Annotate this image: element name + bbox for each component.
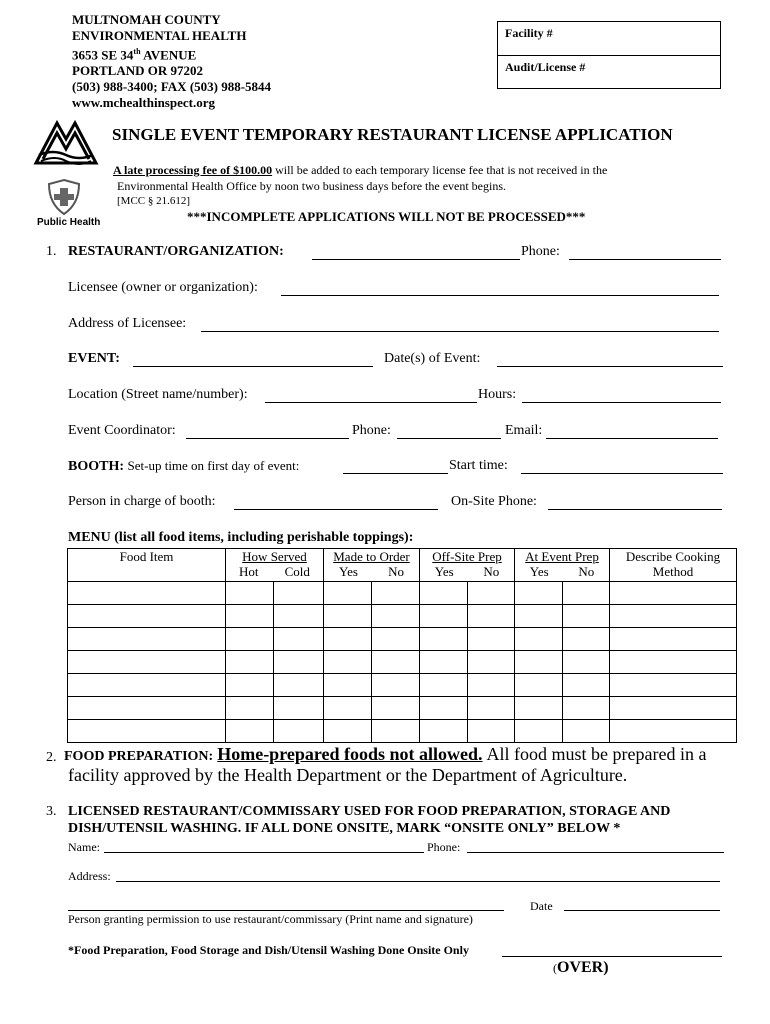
- dates-label: Date(s) of Event:: [384, 351, 481, 366]
- table-row[interactable]: [68, 720, 737, 743]
- email-label: Email:: [505, 423, 543, 438]
- coordinator-field[interactable]: [186, 438, 349, 439]
- public-health-shield-icon: [46, 178, 82, 216]
- address-label: Address of Licensee:: [68, 316, 187, 331]
- table-row[interactable]: [68, 651, 737, 674]
- made-to-order-text: Made to Order: [333, 549, 410, 564]
- email-field[interactable]: [546, 438, 718, 439]
- commissary-phone-label: Phone:: [427, 840, 461, 854]
- over-paren: (: [553, 961, 557, 975]
- restaurant-label: RESTAURANT/ORGANIZATION:: [68, 244, 284, 259]
- licensee-field[interactable]: [281, 295, 719, 296]
- table-row[interactable]: [68, 674, 737, 697]
- no-text: No: [388, 564, 404, 579]
- public-health-logo-text: Public Health: [37, 217, 101, 228]
- coordinator-label: Event Coordinator:: [68, 423, 176, 438]
- table-row[interactable]: [68, 605, 737, 628]
- hours-label: Hours:: [478, 387, 517, 402]
- booth-label: BOOTH:: [68, 459, 125, 474]
- section3-number: 3.: [46, 804, 57, 819]
- phone-label: Phone:: [521, 244, 560, 259]
- commissary-name-field[interactable]: [104, 852, 424, 853]
- agency-street-suffix: AVENUE: [140, 47, 197, 63]
- start-time-label: Start time:: [449, 458, 508, 473]
- start-time-field[interactable]: [521, 473, 723, 474]
- menu-table-header: [68, 549, 737, 582]
- yes-text: Yes: [434, 564, 454, 579]
- how-served-header: [226, 549, 324, 582]
- audit-license-label: Audit/License #: [505, 60, 586, 74]
- audit-license-field[interactable]: [498, 56, 720, 75]
- table-row[interactable]: [68, 697, 737, 720]
- method-text: Method: [652, 564, 694, 579]
- how-served-sub: [226, 564, 323, 579]
- event-label: EVENT:: [68, 351, 120, 366]
- agency-street: 3653 SE 34: [72, 47, 134, 63]
- facility-label: Facility #: [505, 26, 553, 40]
- onsite-only-field[interactable]: [502, 956, 722, 957]
- section2-number: 2.: [46, 750, 57, 765]
- menu-label: MENU (list all food items, including perishable toppings):: [68, 530, 414, 545]
- late-fee-text: will be added to each temporary license fee that is not received in the: [272, 163, 608, 177]
- permission-signature-field[interactable]: [68, 910, 504, 911]
- late-fee-notice: [113, 163, 607, 178]
- coordinator-phone-field[interactable]: [397, 438, 501, 439]
- menu-table: [67, 548, 737, 743]
- section3-line2: DISH/UTENSIL WASHING. IF ALL DONE ONSITE, MARK “ONSITE ONLY” BELOW *: [68, 821, 621, 836]
- location-label: Location (Street name/number):: [68, 387, 248, 402]
- permission-label: Person granting permission to use restaurant/commissary (Print name and signature): [68, 912, 473, 926]
- section2-line1: [64, 744, 706, 765]
- no-text: No: [483, 564, 500, 579]
- yes-text: Yes: [339, 564, 358, 579]
- coordinator-phone-label: Phone:: [352, 423, 391, 438]
- permission-date-field[interactable]: [564, 910, 720, 911]
- yes-text: Yes: [529, 564, 549, 579]
- hot-text: Hot: [239, 564, 259, 579]
- commissary-address-field[interactable]: [116, 881, 720, 882]
- agency-line1: MULTNOMAH COUNTY: [72, 12, 221, 27]
- food-item-header: [68, 549, 226, 582]
- agency-line3: [72, 44, 271, 63]
- food-prep-label: FOOD PREPARATION:: [64, 749, 214, 764]
- incomplete-warning: ***INCOMPLETE APPLICATIONS WILL NOT BE PROCESSED***: [187, 209, 586, 224]
- agency-address-block: [72, 12, 271, 111]
- offsite-prep-header: [420, 549, 515, 582]
- setup-time-field[interactable]: [343, 473, 448, 474]
- describe-header: [610, 549, 737, 582]
- table-row[interactable]: [68, 582, 737, 605]
- offsite-prep-sub: [420, 564, 514, 579]
- mcc-reference: [MCC § 21.612]: [117, 195, 191, 207]
- made-to-order-sub: [324, 564, 419, 579]
- facility-field[interactable]: [498, 22, 720, 56]
- hours-field[interactable]: [522, 402, 721, 403]
- phone-field[interactable]: [569, 259, 721, 260]
- late-fee-notice-line2: Environmental Health Office by noon two business days before the event begins.: [117, 179, 507, 193]
- person-in-charge-label: Person in charge of booth:: [68, 494, 216, 509]
- table-row[interactable]: [68, 628, 737, 651]
- no-text: No: [578, 564, 595, 579]
- setup-label: Set-up time on first day of event:: [127, 458, 300, 473]
- county-logo-icon: [33, 119, 99, 167]
- onsite-only-label: *Food Preparation, Food Storage and Dish/Utensil Washing Done Onsite Only: [68, 943, 469, 957]
- commissary-address-label: Address:: [68, 869, 111, 883]
- cold-text: Cold: [284, 564, 310, 579]
- agency-line5: (503) 988-3400; FAX (503) 988-5844: [72, 79, 272, 95]
- agency-line6: www.mchealthinspect.org: [72, 95, 215, 111]
- commissary-phone-field[interactable]: [467, 852, 724, 853]
- over-indicator: [553, 959, 609, 977]
- at-event-prep-text: At Event Prep: [525, 549, 599, 564]
- person-in-charge-field[interactable]: [234, 509, 438, 510]
- event-field[interactable]: [133, 366, 373, 367]
- food-item-header-text: Food Item: [119, 549, 174, 564]
- section1-number: 1.: [46, 244, 57, 259]
- licensee-label: Licensee (owner or organization):: [68, 280, 258, 295]
- agency-line2: ENVIRONMENTAL HEALTH: [72, 28, 247, 43]
- booth-row: [68, 458, 299, 475]
- address-field[interactable]: [201, 331, 719, 332]
- section2-line2: facility approved by the Health Department or the Department of Agriculture.: [68, 765, 628, 785]
- onsite-phone-label: On-Site Phone:: [451, 494, 537, 509]
- describe-text: Describe Cooking: [625, 549, 721, 564]
- offsite-prep-text: Off-Site Prep: [432, 549, 502, 564]
- form-title: SINGLE EVENT TEMPORARY RESTAURANT LICENSE APPLICATION: [112, 125, 673, 144]
- at-event-prep-sub: [515, 564, 609, 579]
- how-served-text: How Served: [242, 549, 307, 564]
- permission-date-label: Date: [530, 899, 553, 913]
- onsite-phone-field[interactable]: [548, 509, 722, 510]
- dates-field[interactable]: [497, 366, 723, 367]
- section3-line1: LICENSED RESTAURANT/COMMISSARY USED FOR FOOD PREPARATION, STORAGE AND: [68, 804, 671, 819]
- location-field[interactable]: [265, 402, 477, 403]
- restaurant-field[interactable]: [312, 259, 520, 260]
- food-prep-text: All food must be prepared in a: [486, 744, 707, 764]
- made-to-order-header: [324, 549, 420, 582]
- office-use-box: [497, 21, 721, 89]
- at-event-prep-header: [515, 549, 610, 582]
- home-prepared-warning: Home-prepared foods not allowed.: [217, 744, 483, 764]
- late-fee-emphasis: A late processing fee of $100.00: [113, 163, 273, 177]
- commissary-name-label: Name:: [68, 840, 100, 854]
- agency-line4: PORTLAND OR 97202: [72, 63, 203, 79]
- over-text: OVER): [557, 959, 609, 976]
- agency-street-sup: th: [133, 47, 141, 56]
